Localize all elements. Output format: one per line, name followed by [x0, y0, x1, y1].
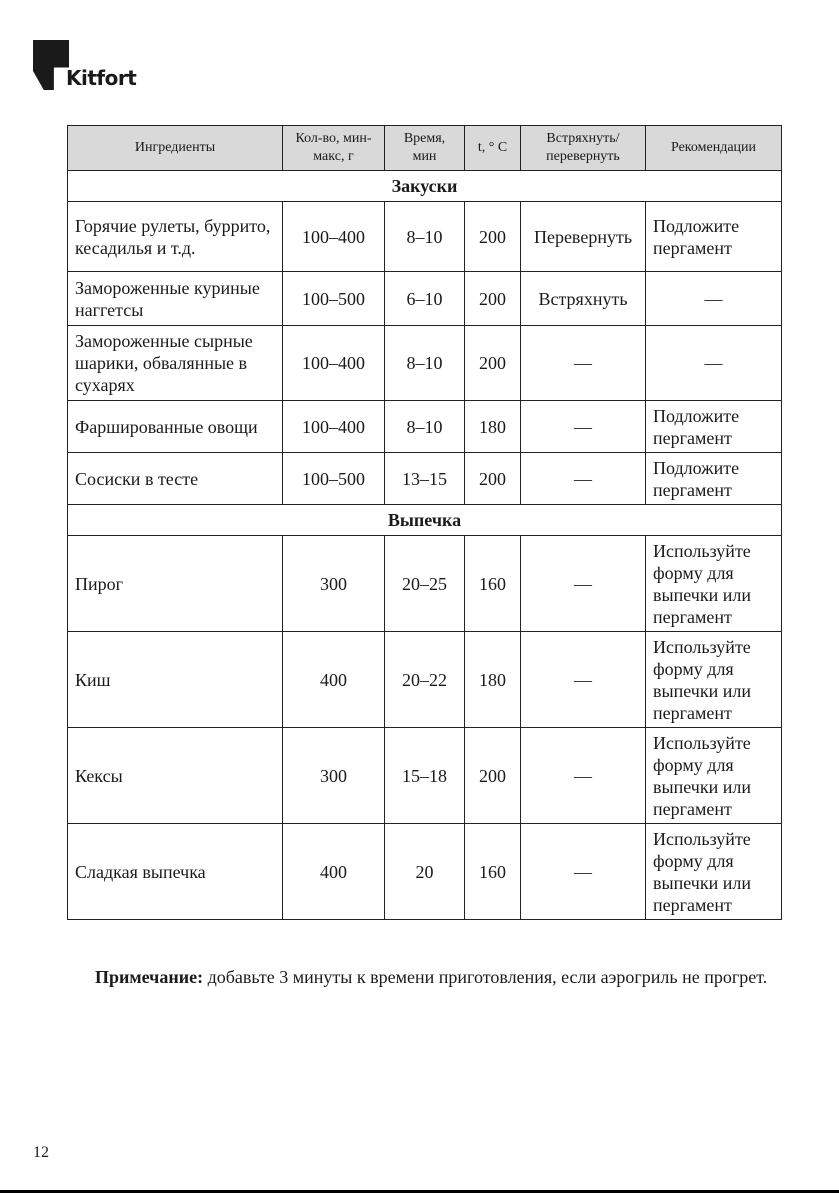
cell-amount: 100–400	[283, 202, 385, 272]
header-amount: Кол-во, мин-макс, г	[283, 126, 385, 171]
cell-temp: 200	[465, 202, 521, 272]
table-row	[68, 824, 782, 920]
cell-temp: 200	[465, 326, 521, 401]
header-shake: Встряхнуть/ перевернуть	[521, 126, 646, 171]
cell-ingredient: Замороженные куриные наггетсы	[68, 272, 283, 326]
table-row	[68, 272, 782, 326]
cell-recommendation: Используйте форму для выпечки или пергамент	[646, 728, 782, 824]
header-recommendations: Рекомендации	[646, 126, 782, 171]
cell-recommendation: Используйте форму для выпечки или пергамент	[646, 824, 782, 920]
cell-shake: —	[521, 453, 646, 505]
table-row	[68, 536, 782, 632]
cell-recommendation: Подложите пергамент	[646, 453, 782, 505]
cell-amount: 300	[283, 536, 385, 632]
section-title: Закуски	[68, 171, 782, 202]
cell-temp: 160	[465, 824, 521, 920]
cell-ingredient: Кексы	[68, 728, 283, 824]
cell-amount: 100–500	[283, 272, 385, 326]
cell-ingredient: Пирог	[68, 536, 283, 632]
header-time: Время, мин	[385, 126, 465, 171]
cell-time: 20–25	[385, 536, 465, 632]
section-row-baking	[68, 505, 782, 536]
cell-ingredient: Сладкая выпечка	[68, 824, 283, 920]
cooking-table	[67, 125, 782, 920]
section-title: Выпечка	[68, 505, 782, 536]
cell-recommendation: Используйте форму для выпечки или пергамент	[646, 536, 782, 632]
cell-time: 15–18	[385, 728, 465, 824]
header-ingredients: Ингредиенты	[68, 126, 283, 171]
cell-ingredient: Сосиски в тесте	[68, 453, 283, 505]
cell-ingredient: Киш	[68, 632, 283, 728]
cell-shake: —	[521, 326, 646, 401]
cell-recommendation: Подложите пергамент	[646, 401, 782, 453]
cell-ingredient: Горячие рулеты, буррито, кесадилья и т.д.	[68, 202, 283, 272]
logo-text: Kitfort	[66, 66, 137, 90]
cell-shake: Перевернуть	[521, 202, 646, 272]
cell-shake: —	[521, 728, 646, 824]
cell-time: 20	[385, 824, 465, 920]
kitfort-logo	[33, 40, 143, 92]
cell-amount: 400	[283, 824, 385, 920]
cell-temp: 200	[465, 272, 521, 326]
cell-time: 6–10	[385, 272, 465, 326]
cell-amount: 100–400	[283, 401, 385, 453]
table-row	[68, 326, 782, 401]
header-temp: t, ° C	[465, 126, 521, 171]
note-paragraph	[53, 964, 783, 990]
page-number: 12	[33, 1144, 49, 1161]
note-label: Примечание:	[95, 967, 204, 987]
cell-temp: 180	[465, 632, 521, 728]
cell-time: 20–22	[385, 632, 465, 728]
cell-shake: Встряхнуть	[521, 272, 646, 326]
cell-shake: —	[521, 632, 646, 728]
cell-time: 13–15	[385, 453, 465, 505]
note-text: добавьте 3 минуты к времени приготовления, если аэрогриль не прогрет.	[203, 967, 768, 987]
cell-temp: 200	[465, 453, 521, 505]
table-row	[68, 632, 782, 728]
table-row	[68, 401, 782, 453]
cell-amount: 100–400	[283, 326, 385, 401]
cell-temp: 160	[465, 536, 521, 632]
cell-shake: —	[521, 536, 646, 632]
table-row	[68, 728, 782, 824]
cell-amount: 400	[283, 632, 385, 728]
cell-recommendation: —	[646, 326, 782, 401]
cell-temp: 180	[465, 401, 521, 453]
cell-recommendation: Подложите пергамент	[646, 202, 782, 272]
section-row-snacks	[68, 171, 782, 202]
table-row	[68, 453, 782, 505]
cell-shake: —	[521, 824, 646, 920]
cell-temp: 200	[465, 728, 521, 824]
cell-amount: 300	[283, 728, 385, 824]
cell-recommendation: Используйте форму для выпечки или пергамент	[646, 632, 782, 728]
cell-ingredient: Замороженные сырные шарики, обвалянные в сухарях	[68, 326, 283, 401]
cell-time: 8–10	[385, 401, 465, 453]
cell-time: 8–10	[385, 202, 465, 272]
cell-shake: —	[521, 401, 646, 453]
cell-time: 8–10	[385, 326, 465, 401]
cell-recommendation: —	[646, 272, 782, 326]
cell-ingredient: Фаршированные овощи	[68, 401, 283, 453]
logo-mark-icon	[33, 40, 69, 90]
table-header-row	[68, 126, 782, 171]
cell-amount: 100–500	[283, 453, 385, 505]
table-row	[68, 202, 782, 272]
